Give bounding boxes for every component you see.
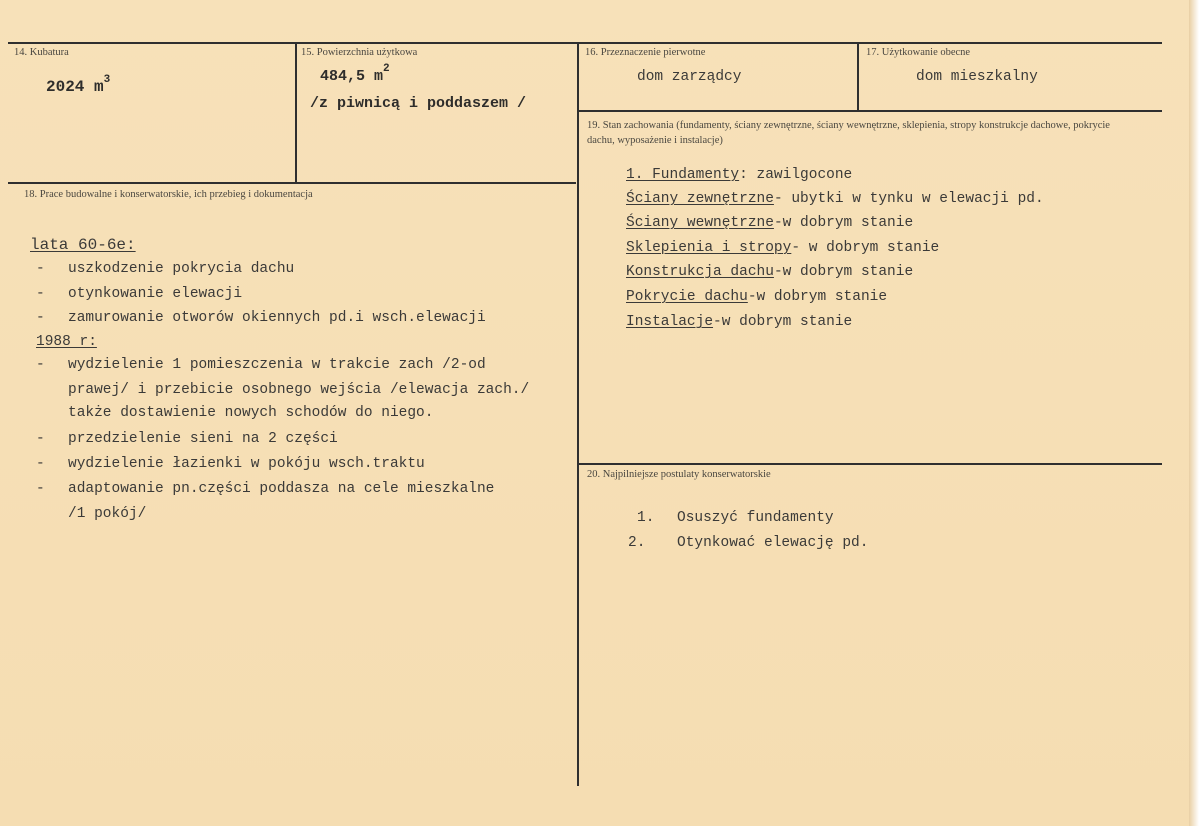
condition-heading: Instalacje bbox=[626, 314, 714, 330]
condition-row bbox=[626, 289, 887, 305]
area-unit-exponent: 2 bbox=[383, 63, 390, 75]
condition-heading: Ściany zewnętrzne bbox=[626, 191, 774, 207]
dash: - bbox=[36, 357, 45, 373]
field-17-value: dom mieszkalny bbox=[916, 69, 1038, 85]
field-14-value bbox=[46, 74, 111, 96]
condition-text: : zawilgocone bbox=[739, 167, 853, 183]
list-item-continuation: /1 pokój/ bbox=[68, 506, 147, 522]
postulate-text: Osuszyć fundamenty bbox=[677, 510, 834, 526]
dash: - bbox=[36, 431, 45, 447]
list-item: wydzielenie łazienki w pokóju wsch.traktu bbox=[68, 456, 425, 472]
list-item-continuation: także dostawienie nowych schodów do niego. bbox=[68, 405, 434, 421]
postulate-number: 1. bbox=[637, 510, 655, 526]
condition-text: -w dobrym stanie bbox=[773, 264, 914, 280]
condition-heading: Sklepienia i stropy bbox=[626, 240, 792, 256]
condition-text: -w dobrym stanie bbox=[773, 215, 914, 231]
dash: - bbox=[36, 481, 45, 497]
list-item: uszkodzenie pokrycia dachu bbox=[68, 261, 295, 277]
field-15-note: /z piwnicą i poddaszem / bbox=[310, 95, 527, 112]
divider-main bbox=[577, 42, 579, 786]
condition-text: -w dobrym stanie bbox=[747, 289, 888, 305]
period-1-heading: lata 60-6e: bbox=[30, 236, 136, 254]
postulate-text: Otynkować elewację pd. bbox=[677, 535, 869, 551]
list-item: otynkowanie elewacji bbox=[68, 286, 243, 302]
field-16-value: dom zarządcy bbox=[637, 69, 742, 85]
condition-row bbox=[626, 264, 913, 280]
field-14-label: 14. Kubatura bbox=[14, 47, 69, 58]
condition-text: -w dobrym stanie bbox=[713, 314, 853, 330]
condition-row bbox=[626, 240, 939, 256]
field-16-label: 16. Przeznaczenie pierwotne bbox=[585, 47, 706, 58]
volume-value: 2024 m bbox=[46, 78, 104, 96]
list-item: adaptowanie pn.części poddasza na cele mieszkalne bbox=[68, 481, 495, 497]
divider-14-15 bbox=[295, 42, 297, 182]
area-value: 484,5 m bbox=[320, 68, 384, 85]
condition-heading: Konstrukcja dachu bbox=[626, 264, 774, 280]
period-2-heading: 1988 r: bbox=[36, 334, 97, 350]
condition-row bbox=[626, 314, 852, 330]
field-20-label: 20. Najpilniejsze postulaty konserwatorskie bbox=[587, 469, 771, 480]
field-17-label: 17. Użytkowanie obecne bbox=[866, 47, 971, 58]
dash: - bbox=[36, 456, 45, 472]
condition-text: - ubytki w tynku w elewacji pd. bbox=[773, 191, 1044, 207]
volume-unit-exponent: 3 bbox=[103, 74, 111, 86]
dash: - bbox=[36, 261, 45, 277]
list-item: zamurowanie otworów okiennych pd.i wsch.elewacji bbox=[68, 310, 486, 326]
rule-left-mid bbox=[8, 182, 576, 184]
field-18-label: 18. Prace budowalne i konserwatorskie, ich przebieg i dokumentacja bbox=[24, 189, 313, 200]
field-15-label: 15. Powierzchnia użytkowa bbox=[301, 47, 418, 58]
postulate-number: 2. bbox=[628, 535, 646, 551]
divider-16-17 bbox=[857, 42, 859, 110]
condition-row bbox=[626, 191, 1044, 207]
scan-edge bbox=[1189, 0, 1199, 826]
top-rule bbox=[8, 42, 1162, 44]
field-19-label: 19. Stan zachowania (fundamenty, ściany zewnętrzne, ściany wewnętrzne, sklepienia, stropy konstrukcje dachowe, pokrycie dachu, wyposażenie i instalacje) bbox=[587, 120, 1110, 146]
condition-heading: 1. Fundamenty bbox=[626, 167, 740, 183]
field-15-value bbox=[320, 63, 390, 85]
list-item-continuation: prawej/ i przebicie osobnego wejścia /elewacja zach./ bbox=[68, 382, 530, 398]
condition-text: - w dobrym stanie bbox=[791, 240, 940, 256]
rule-right-19 bbox=[578, 110, 1162, 112]
dash: - bbox=[36, 286, 45, 302]
condition-row bbox=[626, 215, 913, 231]
condition-heading: Ściany wewnętrzne bbox=[626, 215, 774, 231]
rule-right-20 bbox=[578, 463, 1162, 465]
list-item: przedzielenie sieni na 2 części bbox=[68, 431, 338, 447]
dash: - bbox=[36, 310, 45, 326]
list-item: wydzielenie 1 pomieszczenia w trakcie zach /2-od bbox=[68, 357, 486, 373]
condition-row bbox=[626, 167, 852, 183]
condition-heading: Pokrycie dachu bbox=[626, 289, 748, 305]
